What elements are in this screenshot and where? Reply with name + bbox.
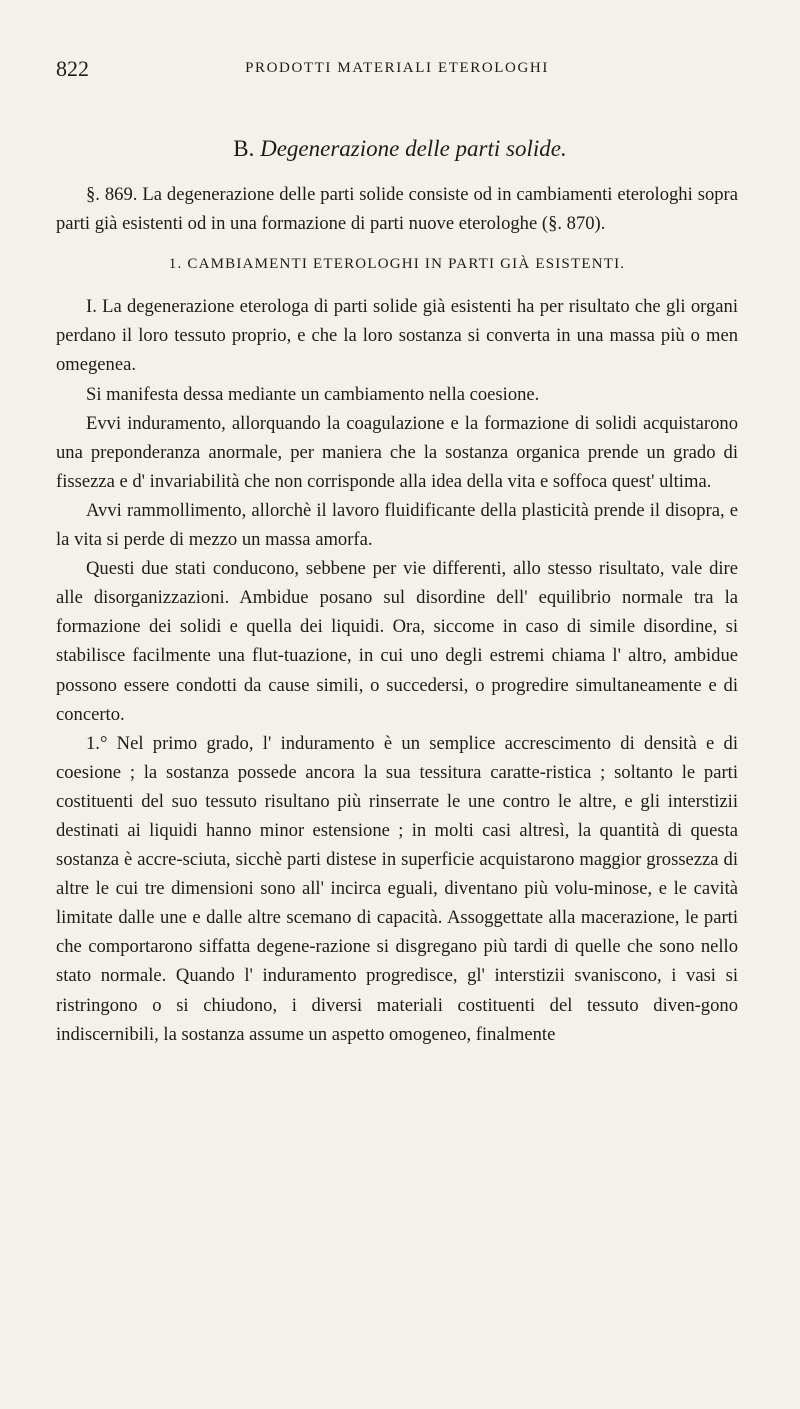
paragraph: Questi due stati conducono, sebbene per vie differenti, allo stesso risultato, vale dire alle disorganizzazioni. Ambidue posano sul disordine dell' equilibrio normale tra la formazione dei solidi e quella dei liquidi. Ora, siccome in caso di simile disordine, si stabilisce facilmente una flut-tuazione, in cui uno degli estremi chiama l' altro, ambidue possono essere condotti da cause simili, o succedersi, o progredire simultaneamente e di concerto. bbox=[56, 558, 738, 725]
paragraph: Evvi induramento, allorquando la coagulazione e la formazione di solidi acquistarono una preponderanza anormale, per maniera che la sostanza organica prende un grado di fissezza e d' invariabilità che non corrisponde alla idea della vita e soffoca quest' ultima. bbox=[56, 412, 738, 492]
subheading-number: 1. bbox=[168, 256, 183, 273]
section-title: Degenerazione delle parti solide. bbox=[260, 136, 567, 161]
paragraph: §. 869. La degenerazione delle parti solide consiste od in cambiamenti eterologhi sopra parti già esistenti od in una formazione di parti nuove eterologhe (§. 870). bbox=[56, 184, 738, 235]
section-label: B. bbox=[233, 136, 255, 161]
body-text bbox=[56, 180, 738, 1049]
subheading bbox=[56, 250, 738, 279]
running-head bbox=[56, 56, 738, 86]
paragraph: Si manifesta dessa mediante un cambiamento nella coesione. bbox=[86, 383, 540, 405]
paragraph: I. La degenerazione eterologa di parti solide già esistenti ha per risultato che gli organi perdano il loro tessuto proprio, e che la loro sostanza si converta in una massa più o men omegenea. bbox=[56, 296, 738, 376]
page-number: 822 bbox=[56, 56, 89, 81]
running-title: PRODOTTI MATERIALI ETEROLOGHI bbox=[245, 60, 549, 76]
paragraph: 1.° Nel primo grado, l' induramento è un semplice accrescimento di densità e di coesione ; la sostanza possede ancora la sua tessitura caratte-ristica ; soltanto le parti costituenti del suo tessuto risultano più rinserrate le une contro le altre, e gli interstizii destinati ai liquidi hanno minor estensione ; in molti casi altresì, la quantità di questa sostanza è accre-sciuta, sicchè parti distese in superficie acquistarono maggior grossezza di altre le cui tre dimensioni sono all' incirca eguali, diventano più volu-minose, e le cavità limitate dalle une e dalle altre scemano di capacità. Assoggettate alla macerazione, le parti che comportarono siffatta degene-razione si disgregano più tardi di quelle che sono nello stato normale. Quando l' induramento progredisce, gl' interstizii svaniscono, i vasi si ristringono o si chiudono, i diversi materiali costituenti del tessuto diven-gono indiscernibili, la sostanza assume un aspetto omogeneo, finalmente bbox=[56, 732, 738, 1045]
section-heading bbox=[0, 136, 800, 162]
subheading-text: CAMBIAMENTI ETEROLOGHI IN PARTI GIÀ ESISTENTI. bbox=[187, 256, 626, 273]
paragraph: Avvi rammollimento, allorchè il lavoro fluidificante della plasticità prende il disopra, e la vita si perde di mezzo un massa amorfa. bbox=[56, 499, 738, 551]
